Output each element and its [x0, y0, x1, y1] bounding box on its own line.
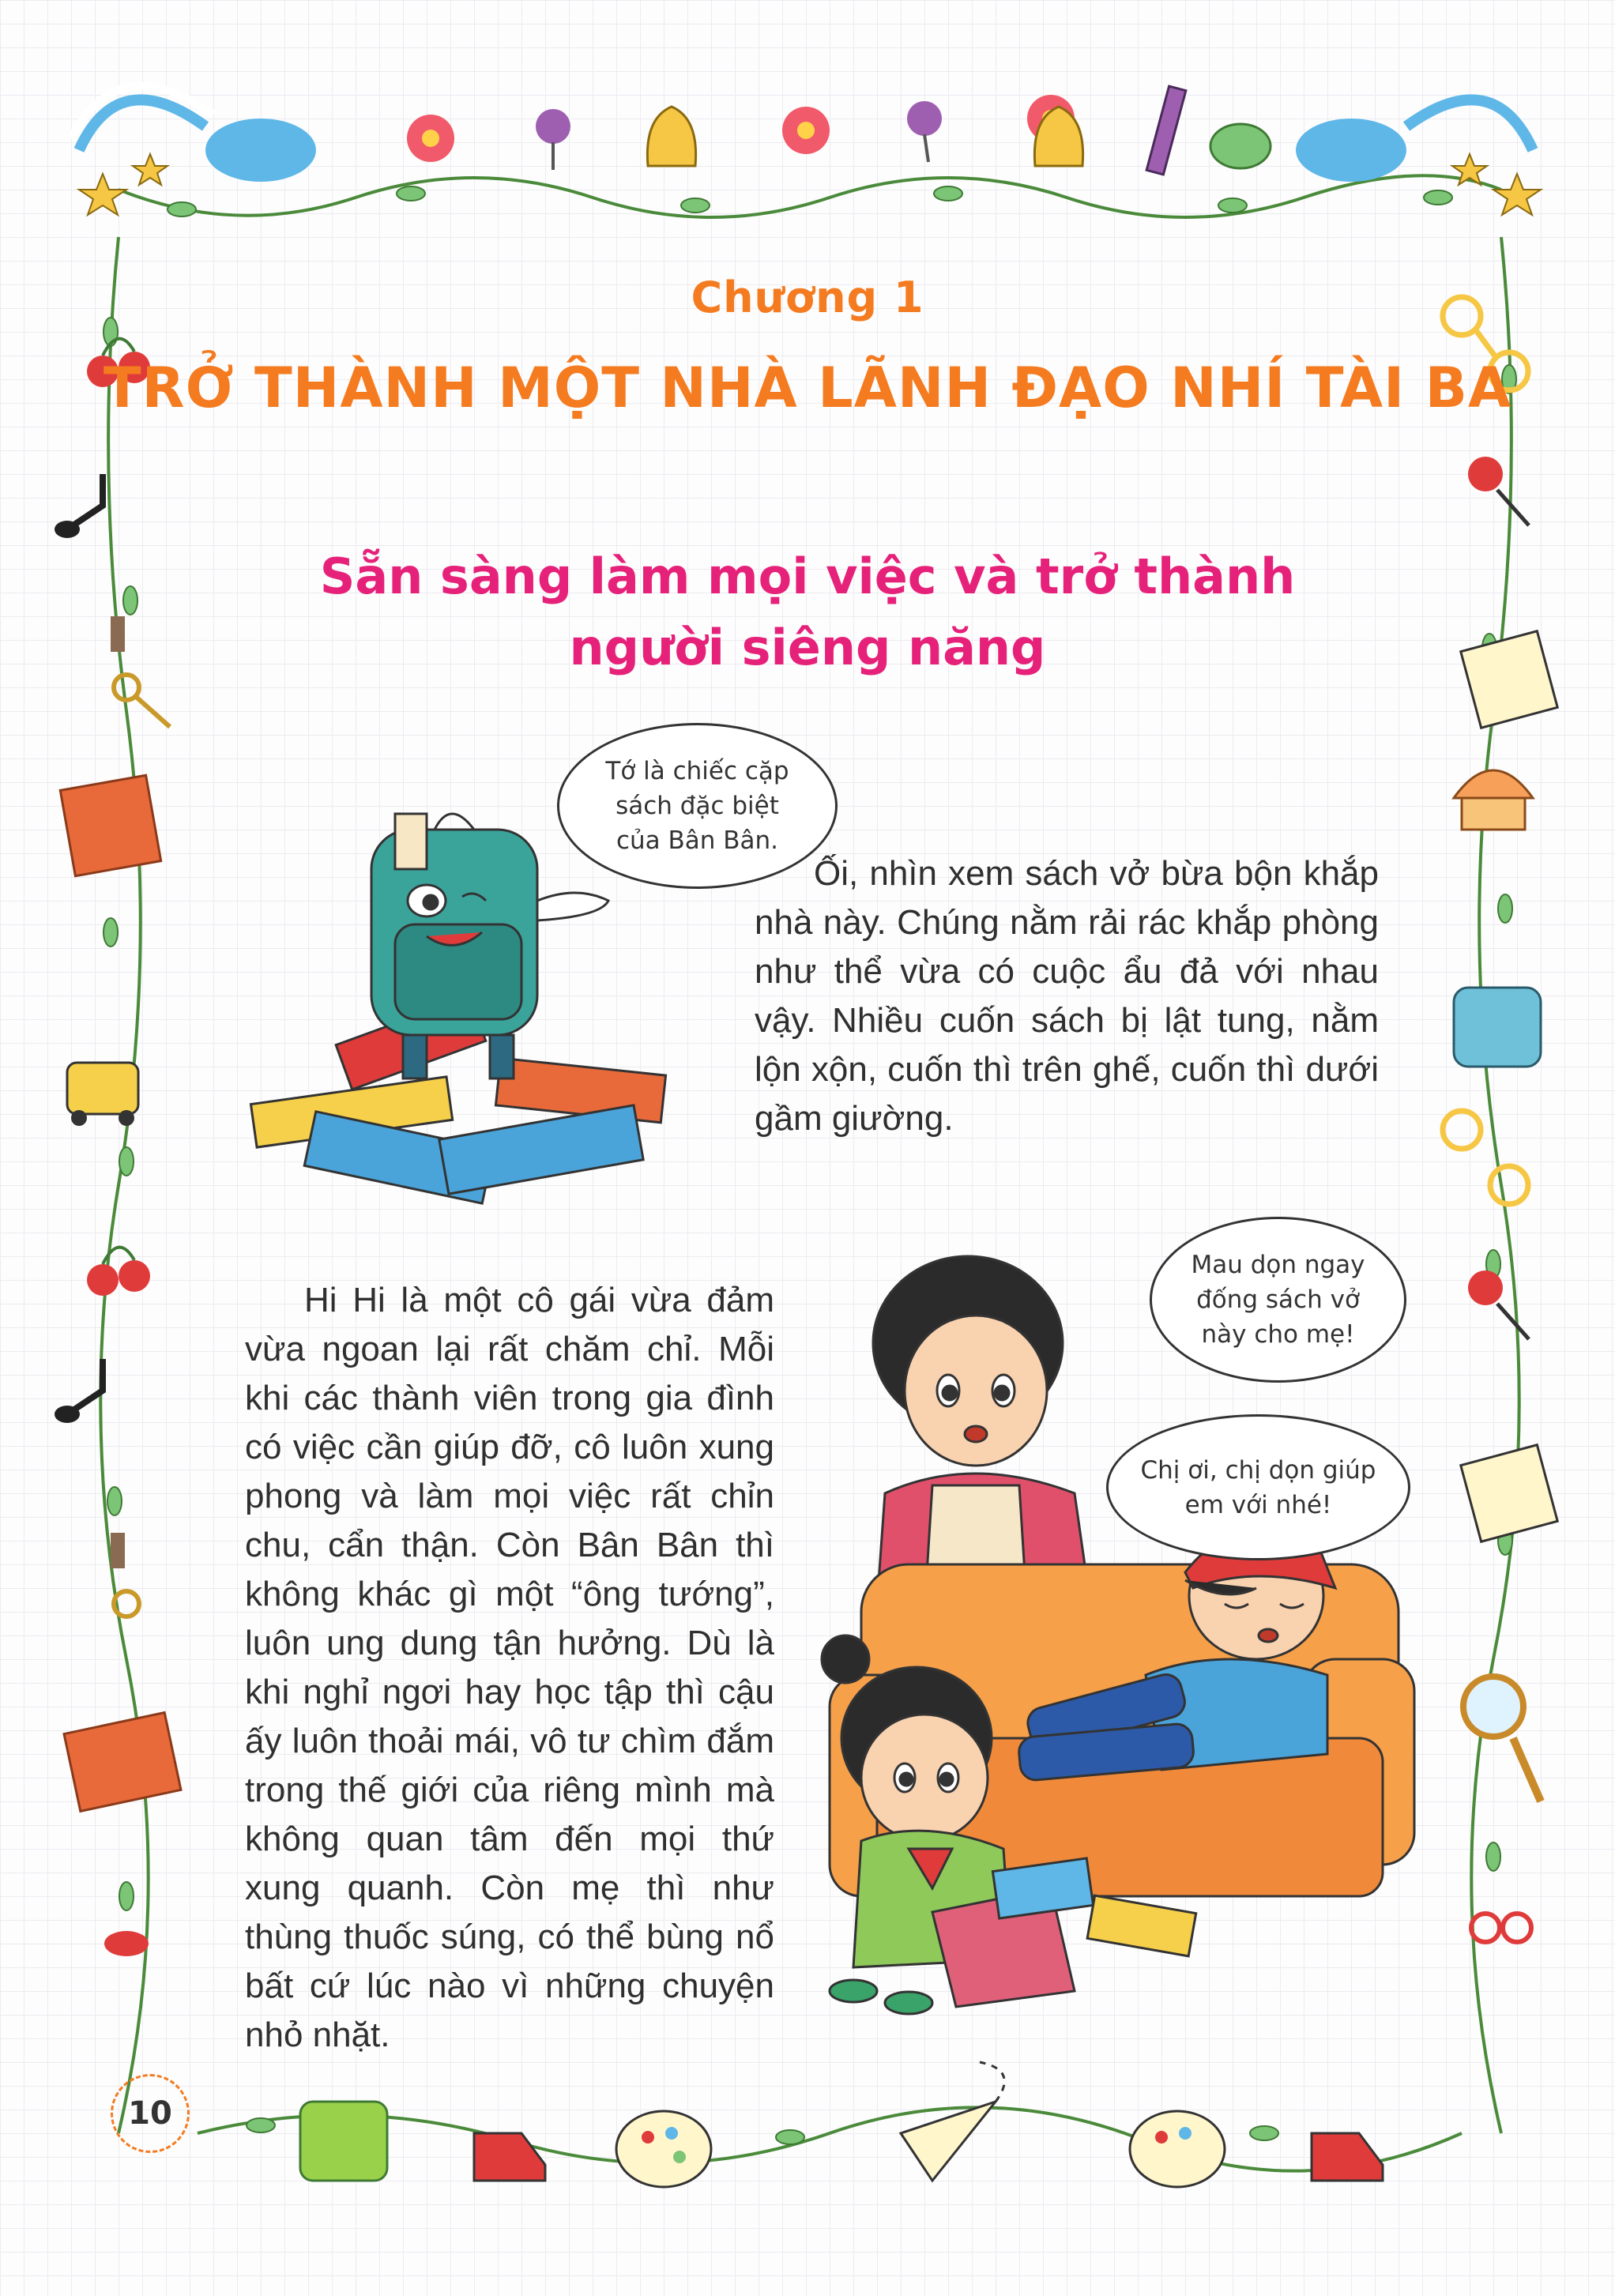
mother-speech-bubble — [1150, 1217, 1406, 1383]
bubble-line: này cho mẹ! — [1201, 1320, 1355, 1349]
bubble-line: em với nhé! — [1184, 1490, 1332, 1519]
bubble-line: của Bân Bân. — [616, 826, 779, 855]
bubble-line: Mau dọn ngay — [1191, 1251, 1365, 1279]
bubble-line: sách đặc biệt — [616, 792, 779, 820]
section-title-line: người siêng năng — [569, 619, 1046, 676]
chapter-label: Chương 1 — [691, 273, 924, 322]
page-number: 10 — [111, 2074, 190, 2153]
paragraph-intro: Ối, nhìn xem sách vở bừa bộn khắp nhà này. Chúng nằm rải rác khắp phòng như thể vừa có cuộc ẩu đả với nhau vậy. Nhiều cuốn sách bị lật tung, nằm lộn xộn, cuốn thì trên ghế, cuốn thì dưới gầm giường. — [755, 854, 1379, 1138]
section-title-line: Sẵn sàng làm mọi việc và trở thành — [319, 548, 1296, 605]
bubble-line: Tớ là chiếc cặp — [605, 757, 789, 785]
section-title — [0, 541, 1615, 683]
chapter-title: TRỞ THÀNH MỘT NHÀ LÃNH ĐẠO NHÍ TÀI BA — [103, 356, 1512, 420]
bubble-line: Chị ơi, chị dọn giúp — [1140, 1455, 1376, 1485]
paragraph-story: Hi Hi là một cô gái vừa đảm vừa ngoan lại rất chăm chỉ. Mỗi khi các thành viên trong gia đình có việc cần giúp đỡ, cô luôn xung phong và làm mọi việc rất chỉn chu, cẩn thận. Còn Bân Bân thì không khác gì một “ông tướng”, luôn ung dung tận hưởng. Dù là khi nghỉ ngơi hay học tập thì cậu ấy luôn thoải mái, vô tư chìm đắm trong thế giới của riêng mình mà không quan tâm đến mọi thứ xung quanh. Còn mẹ thì như thùng thuốc súng, có thể bùng nổ bất cứ lúc nào vì những chuyện nhỏ nhặt. — [245, 1281, 774, 2054]
boy-speech-bubble — [1106, 1414, 1410, 1560]
bubble-line: đống sách vở — [1196, 1285, 1360, 1314]
